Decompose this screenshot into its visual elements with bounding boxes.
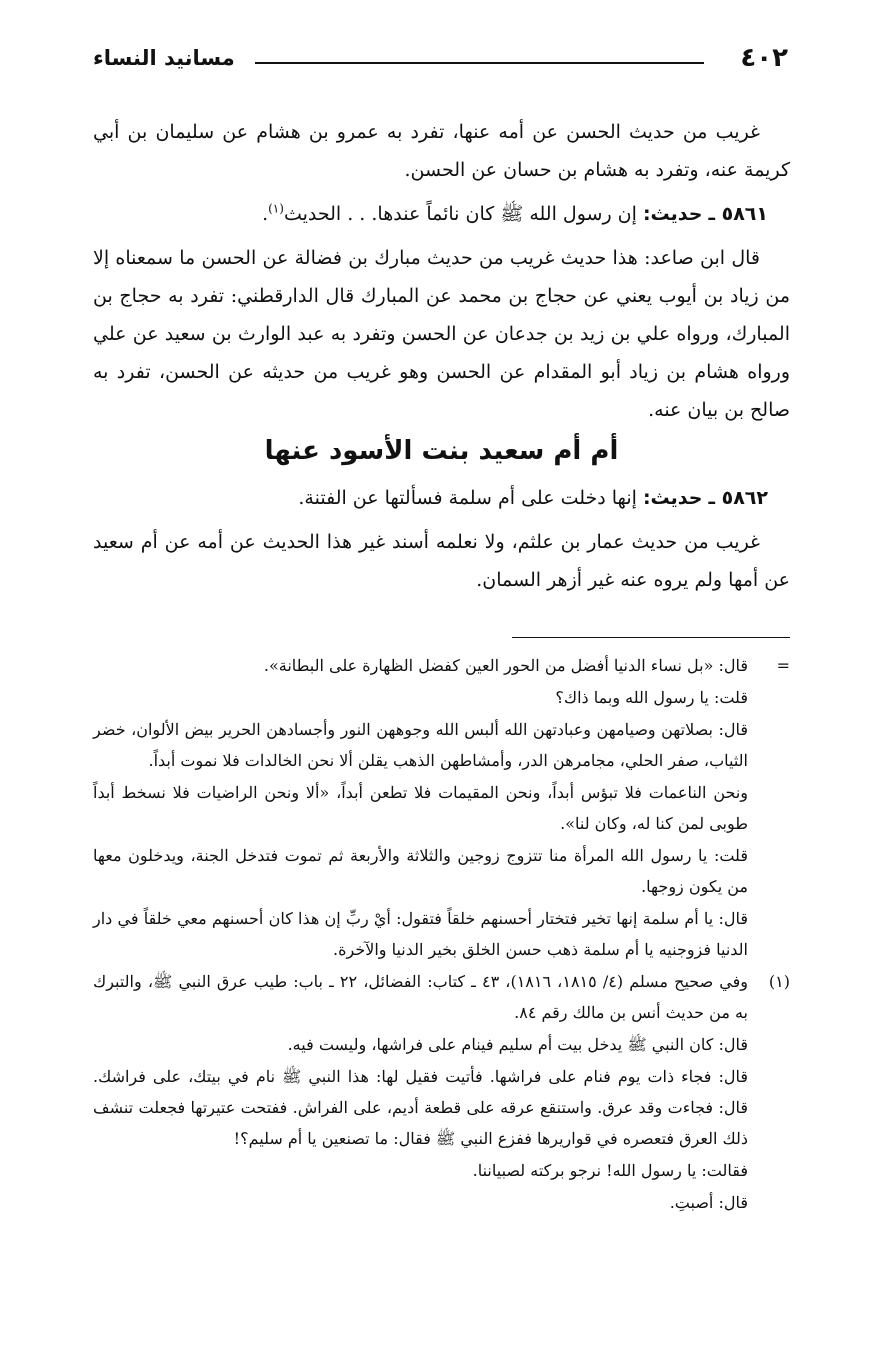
footnote-continuation [93, 650, 790, 965]
footnote-line: وفي صحيح مسلم (٤/ ١٨١٥، ١٨١٦)، ٤٣ ـ كتاب: الفضائل، ٢٢ ـ باب: طيب عرق النبي ﷺ، والتبرك به من حديث أنس بن مالك رقم ٨٤. [93, 972, 749, 1022]
hadith-end: . [262, 203, 269, 225]
footnote-ref: (١) [268, 201, 284, 216]
footnote-line: قلت: يا رسول الله المرأة منا تتزوج زوجين والثلاثة والأربعة ثم تموت فتدخل الجنة، ويدخلون معها من يكون زوجها. [93, 846, 748, 896]
footnote-line: قال: كان النبي ﷺ يدخل بيت أم سليم فينام على فراشها، وليست فيه. [287, 1035, 748, 1054]
page-number: ٤٠٢ [740, 43, 788, 73]
footnote-number: (١) [768, 972, 790, 991]
book-title: مسانيد النساء [93, 46, 235, 70]
main-text [93, 113, 790, 599]
hadith-number: ٥٨٦٢ ـ [708, 487, 768, 509]
footnote-line: قال: «بل نساء الدنيا أفضل من الحور العين كفضل الظهارة على البطانة». [263, 656, 748, 675]
hadith-entry-5862 [93, 479, 790, 517]
footnotes [93, 650, 790, 1219]
paragraph-1: غريب من حديث الحسن عن أمه عنها، تفرد به عمرو بن هشام عن سليمان بن أبي كريمة عنه، وتفرد به هشام بن حسان عن الحسن. [93, 121, 790, 181]
footnote-line: قال: فجاء ذات يوم فنام على فراشها. فأتيت فقيل لها: هذا النبي ﷺ نام في بيتك، على فراشك. قال: فجاءت وقد عرق. واستنقع عرقه على قطعة أديم، على الفراش. ففتحت عتيرتها فجعلت تنشف ذلك العرق فتعصره في قواريرها ففزع النبي ﷺ فقال: ما تصنعين يا أم سليم؟! [93, 1067, 748, 1148]
paragraph-2: قال ابن صاعد: هذا حديث غريب من حديث مبارك بن فضالة عن الحسن ما سمعناه إلا من زياد بن أيوب يعني عن حجاج بن محمد عن المبارك قال الدارقطني: تفرد به حجاج بن المبارك، ورواه علي بن زيد بن جدعان عن الحسن وتفرد به عبد الوارث بن سعيد عن علي ورواه هشام بن زياد أبو المقدام عن الحسن وهو غريب من حديثه عن الحسن، تفرد به صالح بن بيان عنه. [93, 247, 790, 421]
footnote-line: ونحن الناعمات فلا تبؤس أبداً، ونحن المقيمات فلا تطعن أبداً، «ألا ونحن الراضيات فلا نسخط أبداً طوبى لمن كنا له، وكان لنا». [93, 783, 749, 833]
paragraph-3: غريب من حديث عمار بن علثم، ولا نعلمه أسند غير هذا الحديث عن أمه عن أم سعيد عن أمها ولم يروه عنه غير أزهر السمان. [93, 531, 790, 591]
footnote-line: قال: بصلاتهن وصيامهن وعبادتهن الله ألبس الله وجوههن النور وأجسادهن الحرير بيض الألوان، خضر الثياب، صفر الحلي، مجامرهن الدر، وأمشاطهن الذهب يقلن ألا نحن الخالدات فلا نموت أبداً. [93, 720, 748, 770]
footnote-line: قال: أصبتِ. [669, 1193, 748, 1212]
footnote-separator [512, 637, 790, 638]
hadith-label: حديث: [642, 203, 703, 225]
hadith-text: إن رسول الله ﷺ كان نائماً عندها. . . الحديث [283, 203, 637, 225]
footnote-line: فقالت: يا رسول الله! نرجو بركته لصبياننا. [472, 1161, 748, 1180]
footnote-line: قال: يا أم سلمة إنها تخير فتختار أحسنهم خلقاً فتقول: أيْ ربِّ إن هذا كان أحسنهم معي خلقاً في دار الدنيا فزوجنيه يا أم سلمة ذهب حسن الخلق بخير الدنيا والآخرة. [93, 909, 749, 959]
hadith-label: حديث: [642, 487, 703, 509]
hadith-text: إنها دخلت على أم سلمة فسألتها عن الفتنة. [298, 487, 637, 509]
hadith-entry-5861 [93, 195, 790, 233]
page-header [93, 38, 788, 78]
continuation-mark: = [776, 656, 790, 675]
section-title: أم أم سعيد بنت الأسود عنها [264, 436, 619, 466]
header-rule [255, 62, 704, 64]
footnote-1 [93, 966, 790, 1218]
hadith-number: ٥٨٦١ ـ [708, 203, 768, 225]
footnote-line: قلت: يا رسول الله وبما ذاك؟ [555, 688, 748, 707]
